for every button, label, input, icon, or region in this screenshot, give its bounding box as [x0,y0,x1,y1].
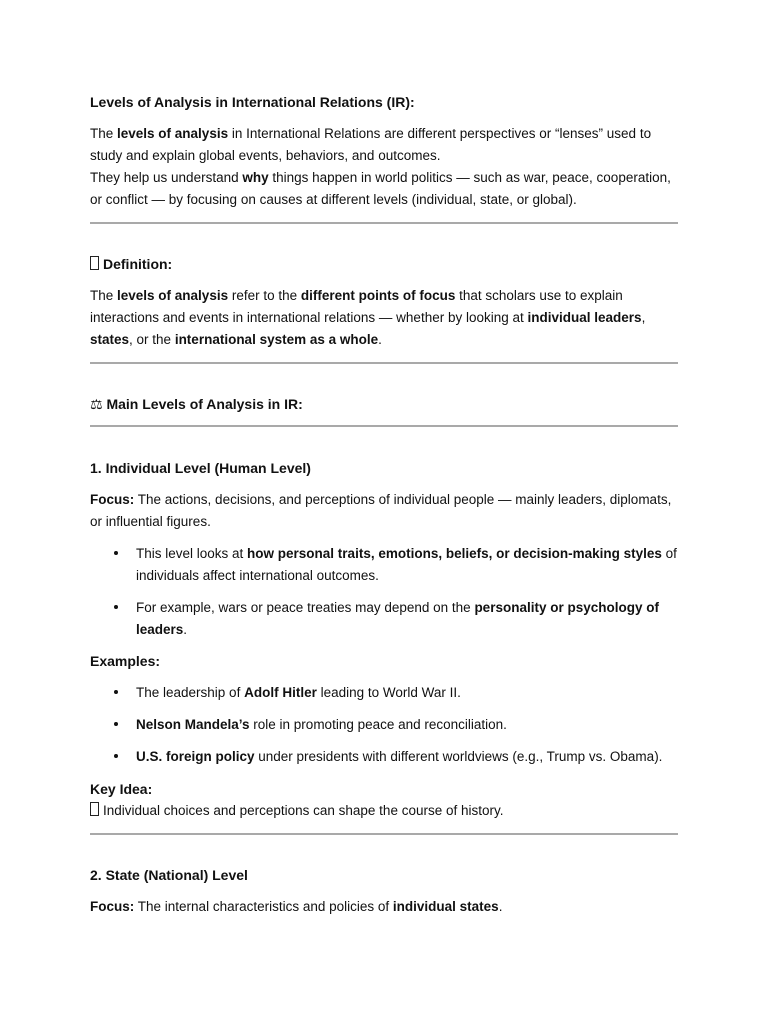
scales-icon: ⚖ [90,396,103,412]
main-levels-heading: ⚖ Main Levels of Analysis in IR: [90,396,303,412]
state-focus: Focus: The internal characteristics and policies of individual states. [90,899,503,914]
individual-level-heading: 1. Individual Level (Human Level) [90,460,311,476]
state-level-heading: 2. State (National) Level [90,867,248,883]
key-idea-label: Key Idea: [90,781,153,797]
examples-label: Examples: [90,653,161,669]
definition-heading: Definition: [90,253,678,275]
list-item: For example, wars or peace treaties may depend on the personality or psychology of leaders. [136,600,659,637]
bullet-icon [114,722,118,726]
intro-paragraph: The levels of analysis in International Relations are different perspectives or “lenses” used to study and explain global events, behaviors, and outcomes. They help us understand why things happen in world politics — such as war, peace, cooperation, or conflict — by focusing on causes at different levels (individual, state, or global). [90,126,671,207]
list-item: This level looks at how personal traits, emotions, beliefs, or decision-making styles of individuals affect international outcomes. [136,546,677,583]
bullet-icon [114,605,118,609]
list-item: U.S. foreign policy under presidents with different worldviews (e.g., Trump vs. Obama). [136,749,663,764]
divider [90,833,678,835]
definition-paragraph: The levels of analysis refer to the different points of focus that scholars use to explain interactions and events in international relations — whether by looking at individual leaders, states, or the international system as a whole. [90,288,646,347]
divider [90,362,678,364]
placeholder-glyph-icon [90,802,99,816]
list-item: The leadership of Adolf Hitler leading to World War II. [136,685,461,700]
bullet-icon [114,690,118,694]
document-title: Levels of Analysis in International Relations (IR): [90,94,415,110]
divider [90,222,678,224]
key-idea-text: Individual choices and perceptions can shape the course of history. [90,800,678,822]
bullet-icon [114,551,118,555]
bullet-icon [114,754,118,758]
divider [90,425,678,427]
individual-focus: Focus: The actions, decisions, and perceptions of individual people — mainly leaders, diplomats, or influential figures. [90,492,672,529]
placeholder-glyph-icon [90,256,99,270]
list-item: Nelson Mandela’s role in promoting peace and reconciliation. [136,717,507,732]
